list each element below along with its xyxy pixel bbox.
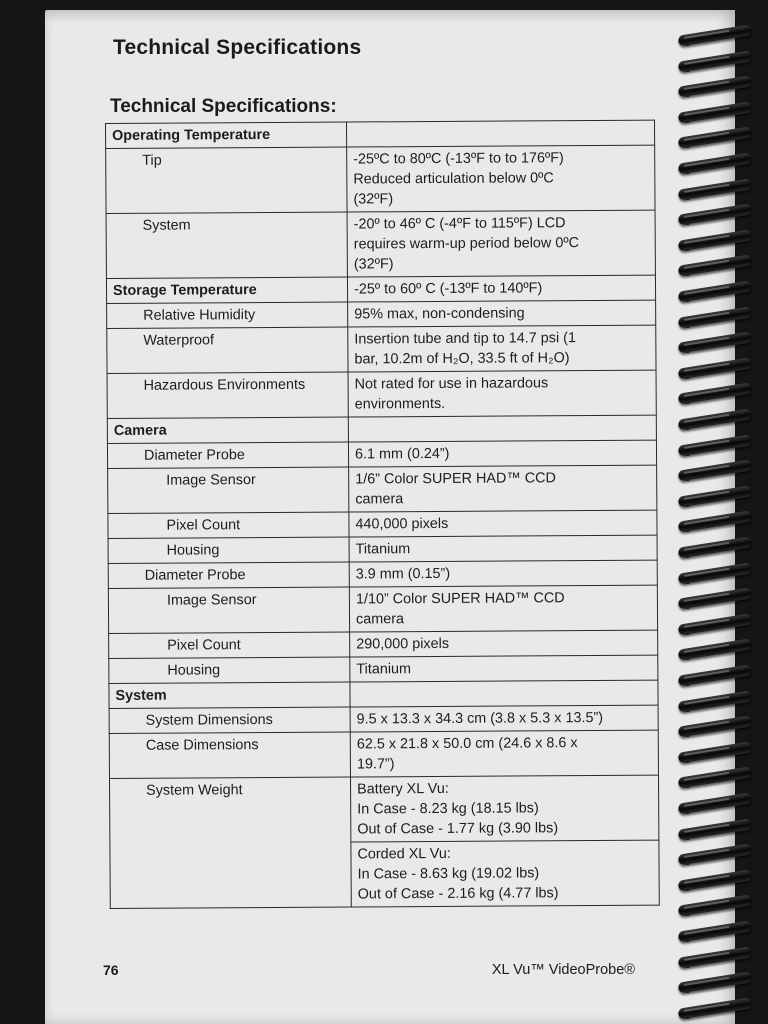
spec-label: Housing (108, 537, 349, 563)
binding-coil (678, 255, 753, 277)
spec-value (350, 730, 658, 777)
value-line: 3.9 mm (0.15”) (355, 565, 451, 583)
spec-label: Image Sensor (108, 467, 349, 513)
table-row (109, 705, 658, 733)
value-line: Reduced articulation below 0ºC (353, 170, 554, 188)
binding-coil (678, 24, 753, 46)
binding-coil (678, 203, 753, 225)
spec-value (348, 370, 656, 417)
section-value-empty (346, 120, 654, 147)
value-line: 440,000 pixels (355, 515, 449, 533)
value-line: (32ºF) (353, 191, 394, 208)
spec-value (347, 210, 655, 277)
spec-label: System (106, 212, 347, 278)
table-heading: Technical Specifications: (110, 96, 337, 117)
value-line: 19.7”) (356, 756, 395, 773)
binding-coil (678, 843, 753, 865)
spec-table (105, 120, 660, 909)
section-row-operating-temperature (106, 120, 655, 148)
section-title: Camera (107, 417, 348, 443)
binding-coil (678, 997, 753, 1019)
value-line: In Case - 8.23 kg (18.15 lbs) (357, 800, 539, 818)
value-line: 1/10” Color SUPER HAD™ CCD (355, 590, 565, 608)
value-line: Out of Case - 2.16 kg (4.77 lbs) (357, 885, 559, 903)
value-line: Battery XL Vu: (357, 780, 449, 798)
table-row (108, 585, 657, 633)
value-line: -25ºC to 80ºC (-13ºF to to 176ºF) (353, 150, 564, 168)
value-line: 62.5 x 21.8 x 50.0 cm (24.6 x 8.6 x (356, 735, 578, 753)
spec-value (350, 705, 658, 732)
binding-coil (678, 664, 753, 686)
spiral-binding (660, 14, 768, 1024)
binding-coil (678, 459, 753, 481)
binding-coil (678, 690, 753, 712)
binding-coil (678, 101, 753, 123)
spec-value (350, 630, 658, 657)
spec-label: Diameter Probe (108, 562, 349, 588)
binding-coil (678, 536, 753, 558)
binding-coil (678, 383, 753, 405)
spec-value (348, 325, 656, 372)
binding-coil (678, 434, 753, 456)
spec-label: Case Dimensions (109, 732, 350, 778)
binding-coil (678, 971, 753, 993)
table-row (107, 370, 656, 418)
binding-coil (678, 715, 753, 737)
spec-label: Waterproof (107, 327, 348, 373)
binding-coil (678, 178, 753, 200)
spec-label: Image Sensor (108, 587, 349, 633)
value-line: Titanium (355, 541, 411, 558)
spec-label: Hazardous Environments (107, 372, 348, 418)
section-title: Operating Temperature (106, 122, 347, 148)
spec-value (348, 440, 656, 467)
binding-coil (678, 306, 753, 328)
section-row-storage-temperature (106, 275, 655, 303)
table-row (110, 775, 659, 843)
table-row (108, 510, 657, 538)
binding-coil (678, 767, 753, 789)
table-row (109, 655, 658, 683)
binding-coil (678, 895, 753, 917)
spec-label: Housing (109, 657, 350, 683)
spec-value (347, 145, 655, 212)
spec-value (349, 465, 657, 512)
value-line: environments. (354, 395, 446, 413)
table-row (107, 300, 656, 328)
section-row-system (109, 680, 658, 708)
section-value-empty (348, 415, 656, 442)
section-value-empty (350, 680, 658, 707)
section-value: -25º to 60º C (-13ºF to 140ºF) (347, 275, 655, 302)
binding-coil (678, 639, 753, 661)
value-line: Not rated for use in hazardous (354, 375, 549, 393)
binding-coil (678, 127, 753, 149)
manual-page (45, 10, 735, 1024)
binding-coil (678, 75, 753, 97)
table-row (107, 440, 656, 468)
spec-value (349, 560, 657, 587)
table-row (106, 210, 655, 278)
spec-value (349, 535, 657, 562)
value-line: -20º to 46º C (-4ºF to 115ºF) LCD (353, 215, 566, 233)
spec-value (350, 655, 658, 682)
binding-coil (678, 562, 753, 584)
binding-coil (678, 792, 753, 814)
table-row (109, 630, 658, 658)
spec-label: Pixel Count (109, 632, 350, 658)
binding-coil (678, 357, 753, 379)
binding-coil (678, 818, 753, 840)
value-line: In Case - 8.63 kg (19.02 lbs) (357, 865, 540, 883)
value-line: bar, 10.2m of H₂O, 33.5 ft of H₂O) (354, 350, 570, 368)
table-row (108, 560, 657, 588)
section-title: System (109, 682, 350, 708)
value-line: (32ºF) (353, 256, 394, 273)
table-row (106, 145, 655, 213)
section-row-camera (107, 415, 656, 443)
spec-value (349, 585, 657, 632)
binding-coil (678, 485, 753, 507)
section-title: Storage Temperature (106, 277, 347, 303)
binding-coil (678, 511, 753, 533)
table-row (109, 730, 658, 778)
spec-label: Pixel Count (108, 512, 349, 538)
footer-title: XL Vu™ VideoProbe® (491, 962, 635, 978)
value-line: Titanium (356, 661, 412, 678)
value-line: camera (355, 491, 404, 508)
value-line: 9.5 x 13.3 x 34.3 cm (3.8 x 5.3 x 13.5”) (356, 709, 604, 728)
page-heading: Technical Specifications (113, 36, 362, 59)
spec-value (349, 510, 657, 537)
value-line: requires warm-up period below 0ºC (353, 235, 580, 253)
table-row (108, 465, 657, 513)
spec-label: Diameter Probe (107, 442, 348, 468)
value-line: Out of Case - 1.77 kg (3.90 lbs) (357, 820, 559, 838)
binding-coil (678, 50, 753, 72)
binding-coil (678, 331, 753, 353)
value-line: Insertion tube and tip to 14.7 psi (1 (354, 330, 576, 348)
binding-coil (678, 920, 753, 942)
value-line: 290,000 pixels (356, 635, 450, 653)
spec-value (351, 840, 659, 907)
binding-coil (678, 869, 753, 891)
value-line: camera (355, 611, 405, 628)
value-line: 6.1 mm (0.24”) (354, 445, 450, 463)
spec-label: Tip (106, 147, 347, 213)
spec-value (348, 300, 656, 327)
value-line: 95% max, non-condensing (354, 305, 525, 323)
binding-coil (678, 152, 753, 174)
binding-coil (678, 741, 753, 763)
binding-coil (678, 229, 753, 251)
page-number: 76 (103, 962, 119, 978)
binding-coil (678, 946, 753, 968)
spec-label: System Dimensions (109, 707, 350, 733)
spec-value (350, 775, 658, 842)
table-row (107, 325, 656, 373)
spec-label: Relative Humidity (107, 302, 348, 328)
binding-coil (678, 613, 753, 635)
table-row (108, 535, 657, 563)
binding-coil (678, 587, 753, 609)
binding-coil (678, 280, 753, 302)
value-line: 1/6” Color SUPER HAD™ CCD (355, 470, 556, 488)
binding-coil (678, 408, 753, 430)
spec-label: System Weight (110, 777, 352, 908)
value-line: Corded XL Vu: (357, 845, 451, 863)
